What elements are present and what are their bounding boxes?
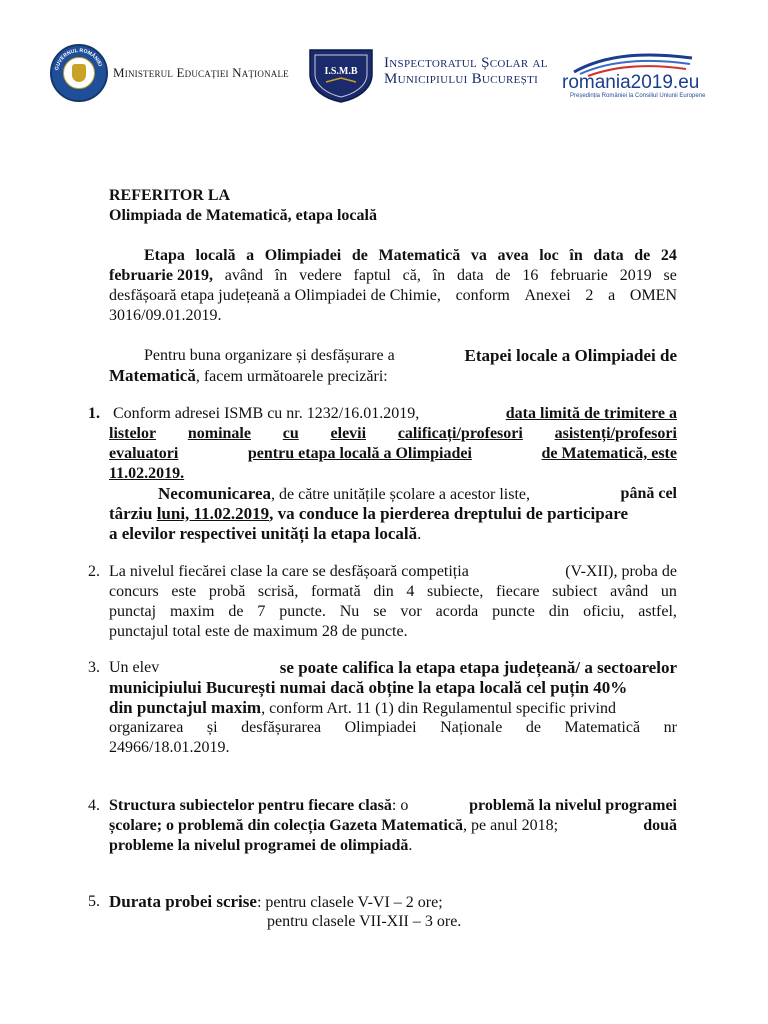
item-3-line-3: din punctajul maxim, conform Art. 11 (1) din Regulamentul specific privind	[109, 698, 616, 717]
item-2-line-2: concurs este probă scrisă, formată din 4 subiecte, fiecare subiect având un	[109, 583, 677, 600]
scope-line-2: Matematică, facem următoarele precizări:	[109, 366, 388, 385]
item-2-number: 2.	[88, 563, 100, 580]
reference-title: REFERITOR LA	[109, 187, 231, 204]
svg-text:I.S.M.B: I.S.M.B	[324, 66, 358, 77]
ismb-name	[384, 55, 548, 87]
intro-line-1: Etapa locală a Olimpiadei de Matematică va avea loc în data de 24	[144, 247, 677, 264]
intro-line-3: desfășoară etapa județeană a Olimpiadei de Chimie, conform Anexei 2 a OMEN	[109, 287, 677, 304]
letterhead	[0, 0, 768, 120]
item-4-line-3: probleme la nivelul programei de olimpiadă.	[109, 837, 413, 854]
ismb-shield-logo	[306, 44, 376, 104]
item-2-line-3: punctaj maxim de 7 puncte. Nu se vor acorda puncte din oficiu, astfel,	[109, 603, 677, 620]
intro-line-2: februarie 2019, având în vedere faptul că, în data de 16 februarie 2019 se	[109, 267, 677, 284]
item-4-line-2: școlare; o problemă din colecția Gazeta Matematică, pe anul 2018; două	[109, 817, 677, 834]
item-1-line-7: a elevilor respectivei unități la etapa locală.	[109, 524, 422, 543]
item-2-line-1: La nivelul fiecărei clase la care se desfășoară competiția (V-XII), proba de	[109, 563, 677, 580]
item-4-line-1: Structura subiectelor pentru fiecare clasă: o problemă la nivelul programei	[109, 797, 677, 814]
item-1-line-5: Necomunicarea, de către unitățile școlare a acestor liste, până cel	[158, 484, 677, 503]
item-3-line-1: Un elev se poate califica la etapa etapa județeană/ a sectoarelor	[109, 658, 677, 677]
item-3-line-2: municipiului București numai dacă obține la etapa locală cel puțin 40%	[109, 678, 628, 697]
item-2-line-4: punctajul total este de maximum 28 de puncte.	[109, 623, 408, 640]
scope-line-1: Pentru buna organizare și desfășurare a Etapei locale a Olimpiadei de	[144, 346, 677, 365]
ministry-name: Ministerul Educației Naționale	[113, 65, 289, 80]
item-3-line-4: organizarea și desfășurarea Olimpiadei Naționale de Matematică nr	[109, 719, 677, 736]
item-1-number: 1.	[88, 405, 100, 422]
intro-line-4: 3016/09.01.2019.	[109, 307, 222, 324]
emblem-ring-text-icon	[52, 46, 106, 100]
reference-subject: Olimpiada de Matematică, etapa locală	[109, 207, 377, 224]
svg-text:GUVERNUL ROMÂNIEI: GUVERNUL ROMÂNIEI	[54, 47, 103, 71]
ismb-name-line2: Municipiului București	[384, 71, 539, 87]
item-4-number: 4.	[88, 797, 100, 814]
item-3-number: 3.	[88, 659, 100, 676]
item-3-line-5: 24966/18.01.2019.	[109, 739, 230, 756]
item-1-line-6: târziu luni, 11.02.2019, va conduce la pierderea dreptului de participare	[109, 504, 628, 523]
government-emblem-icon	[50, 44, 108, 102]
item-5-line-2: pentru clasele VII-XII – 3 ore.	[267, 913, 462, 930]
item-5-number: 5.	[88, 893, 100, 910]
item-1-line-4: 11.02.2019.	[109, 465, 185, 482]
item-1-line-3: evaluatori pentru etapa locală a Olimpiadei de Matematică, este	[109, 445, 677, 462]
item-1-line-2: listelor nominale cu elevii calificați/profesori asistenți/profesori	[109, 425, 677, 442]
romania2019-tagline: Președinția României la Consiliul Uniunii Europene	[570, 93, 706, 99]
item-1-line-1: Conform adresei ISMB cu nr. 1232/16.01.2019, data limită de trimitere a	[113, 405, 677, 422]
ismb-name-line1: Inspectoratul Școlar al	[384, 55, 548, 71]
item-5-line-1: Durata probei scrise: pentru clasele V-VI – 2 ore;	[109, 892, 443, 911]
romania2019-site: romania2019.eu	[562, 72, 700, 93]
